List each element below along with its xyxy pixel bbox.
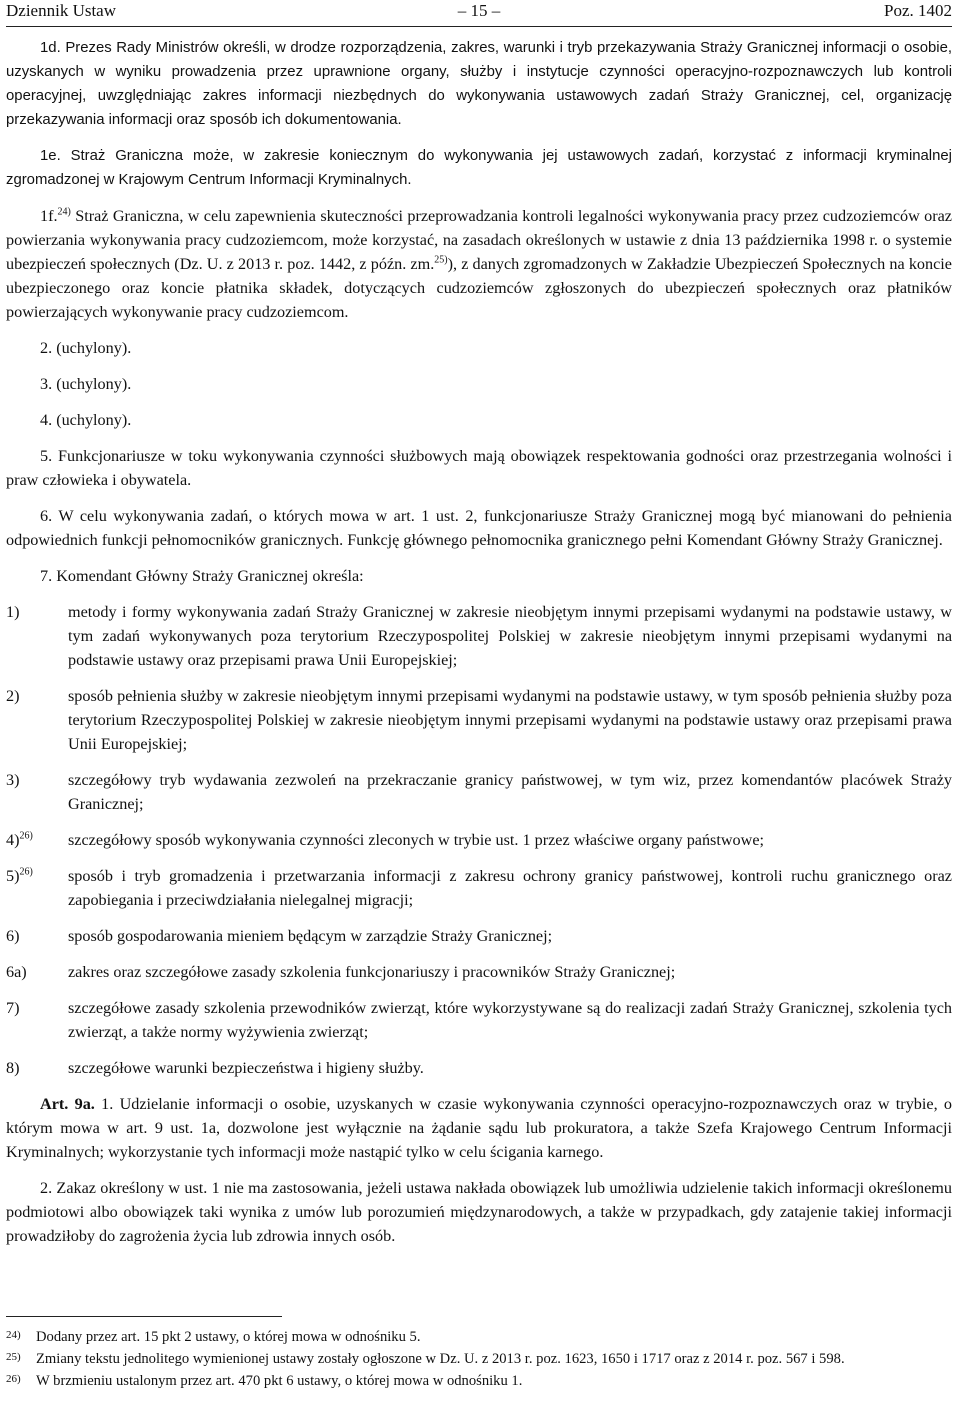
page-header — [6, 0, 952, 27]
footnote-divider — [6, 1316, 282, 1317]
enumerated-list — [6, 600, 952, 1080]
paragraph-1f — [6, 204, 952, 324]
list-item-number: 5)$^{26)}$ — [6, 866, 33, 885]
footnote-26 — [6, 1371, 952, 1391]
list-item — [6, 924, 952, 948]
list-item-number: 6a) — [6, 963, 27, 981]
footnote-text: W brzmieniu ustalonym przez art. 470 pkt 6 ustawy, o której mowa w odnośniku 1. — [36, 1373, 523, 1389]
footnote-24 — [6, 1327, 952, 1347]
paragraph-3: 3. (uchylony). — [40, 375, 132, 393]
list-item-number: 2) — [6, 687, 20, 705]
paragraph-4: 4. (uchylony). — [40, 411, 132, 429]
list-item — [6, 828, 952, 852]
journal-title: Dziennik Ustaw — [6, 1, 117, 20]
footnote-number: 26) — [6, 1373, 21, 1385]
paragraph-7: 7. Komendant Główny Straży Granicznej określa: — [40, 567, 364, 585]
paragraph-1e: 1e. Straż Graniczna może, w zakresie koniecznym do wykonywania jej ustawowych zadań, korzystać z informacji kryminalnej zgromadzonej w Krajowym Centrum Informacji Kryminalnych. — [6, 148, 952, 188]
position-number: Poz. 1402 — [884, 1, 952, 20]
paragraph-1f-label: 1f. — [40, 207, 58, 225]
list-item-text: szczegółowe zasady szkolenia przewodników zwierząt, które wykorzystywane są do realizacji zadań Straży Granicznej, szkolenia tych zwierząt, a także normy wyżywienia zwierząt; — [68, 999, 952, 1041]
footnote-text: Dodany przez art. 15 pkt 2 ustawy, o której mowa w odnośniku 5. — [36, 1329, 421, 1345]
footnote-number: 25) — [6, 1351, 21, 1363]
paragraph-2: 2. (uchylony). — [40, 339, 132, 357]
list-item — [6, 600, 952, 672]
footnote-ref-25: 25) — [434, 254, 448, 266]
article-9a-text-1: 1. Udzielanie informacji o osobie, uzyskanych w czasie wykonywania czynności operacyjno-rozpoznawczych oraz w trybie, o którym mowa w art. 9 ust. 1a, dozwolone jest wyłącznie na żądanie sądu lub prokuratora, a także Szefa Krajowego Centrum Informacji Kryminalnych; wykorzystanie tych informacji może nastąpić tylko w celu ścigania karnego. — [6, 1095, 953, 1161]
list-item — [6, 684, 952, 756]
footnote-ref-24: 24) — [57, 206, 71, 218]
list-item-text: zakres oraz szczegółowe zasady szkolenia funkcjonariuszy i pracowników Straży Granicznej; — [68, 963, 676, 981]
list-item-text: szczegółowe warunki bezpieczeństwa i higieny służby. — [68, 1059, 424, 1077]
list-item-number: 1) — [6, 603, 20, 621]
list-item-text: sposób pełnienia służby w zakresie nieobjętym innymi przepisami wydanymi na podstawie ustawy, w tym sposób pełnienia służby poza terytorium Rzeczypospolitej Polskiej w zakresie nieobjętym innymi przepisami wydanymi na podstawie ustawy oraz przepisami prawa Unii Europejskiej; — [68, 687, 952, 753]
list-item-number: 3) — [6, 771, 20, 789]
paragraph-1f-text-b: ), z danych zgromadzonych w Zakładzie Ubezpieczeń Społecznych na koncie ubezpieczonego oraz koncie płatnika składek, dotyczących cudzoziemców zgłoszonych do ubezpieczeń społecznych oraz płatników powierzających wykonywanie pracy cudzoziemcom. — [6, 255, 952, 321]
list-item-text: szczegółowy sposób wykonywania czynności zleconych w trybie ust. 1 przez właściwe organy państwowe; — [68, 831, 765, 849]
list-item — [6, 768, 952, 816]
footnote-text: Zmiany tekstu jednolitego wymienionej ustawy zostały ogłoszone w Dz. U. z 2013 r. poz. 1623, 1650 i 1717 oraz z 2014 r. poz. 567 i 598. — [36, 1351, 845, 1367]
footnotes — [6, 1316, 952, 1393]
list-item-number: 7) — [6, 999, 20, 1017]
paragraph-1f-text-a: Straż Graniczna, w celu zapewnienia skuteczności przeprowadzania kontroli legalności wykonywania pracy przez cudzoziemców oraz powierzania wykonywania pracy cudzoziemcom, może korzystać, na zasadach określonych w ustawie z dnia 13 października 1998 r. o systemie ubezpieczeń społecznych (Dz. U. z 2013 r. poz. 1442, z późn. zm. — [6, 207, 952, 273]
list-item — [6, 864, 952, 912]
list-item — [6, 1056, 952, 1080]
list-item-text: sposób i tryb gromadzenia i przetwarzania informacji z zakresu ochrony granicy państwowej, kontroli ruchu granicznego oraz zapobiegania i przeciwdziałania nielegalnej migracji; — [68, 867, 952, 909]
paragraph-5: 5. Funkcjonariusze w toku wykonywania czynności służbowych mają obowiązek respektowania godności oraz przestrzegania wolności i praw człowieka i obywatela. — [6, 447, 952, 489]
list-item-text: szczegółowy tryb wydawania zezwoleń na przekraczanie granicy państwowej, w tym wiz, przez komendantów placówek Straży Granicznej; — [68, 771, 952, 813]
document-body — [6, 36, 952, 1260]
list-item-number: 6) — [6, 927, 20, 945]
article-9a-paragraph-2: 2. Zakaz określony w ust. 1 nie ma zastosowania, jeżeli ustawa nakłada obowiązek lub umożliwia udzielenie takich informacji określonemu podmiotowi albo obowiązek taki wynika z umów lub porozumień międzynarodowych, a także w przypadkach, gdy zatajenie takiej informacji prowadziłoby do zagrożenia życia lub zdrowia innych osób. — [6, 1179, 952, 1245]
paragraph-6: 6. W celu wykonywania zadań, o których mowa w art. 1 ust. 2, funkcjonariusze Straży Granicznej mogą być mianowani do pełnienia odpowiednich funkcji pełnomocników granicznych. Funkcję głównego pełnomocnika granicznego pełni Komendant Główny Straży Granicznej. — [6, 507, 952, 549]
list-item-text: sposób gospodarowania mieniem będącym w zarządzie Straży Granicznej; — [68, 927, 553, 945]
page-number: – 15 – — [457, 1, 501, 20]
article-9a-label: Art. 9a. — [40, 1095, 95, 1113]
list-item-number: 8) — [6, 1059, 20, 1077]
paragraph-1d: 1d. Prezes Rady Ministrów określi, w drodze rozporządzenia, zakres, warunki i tryb przekazywania Straży Granicznej informacji o osobie, uzyskanych w wyniku prowadzenia przez uprawnione organy, służby i instytucje czynności operacyjno-rozpoznawczych lub kontroli operacyjnej, uwzględniając zakres informacji niezbędnych do wykonywania ustawowych zadań Straży Granicznej, cel, organizację przekazywania informacji oraz sposób ich dokumentowania. — [6, 40, 952, 128]
article-9a-paragraph-1 — [6, 1092, 952, 1164]
list-item — [6, 996, 952, 1044]
list-item — [6, 960, 952, 984]
list-item-text: metody i formy wykonywania zadań Straży Granicznej w zakresie nieobjętym innymi przepisami wydanymi na podstawie ustawy, w tym zadań wykonywanych poza terytorium Rzeczypospolitej Polskiej w zakresie nieobjętym innymi przepisami wydanymi na podstawie ustawy oraz przepisami prawa Unii Europejskiej; — [68, 603, 952, 669]
footnote-25 — [6, 1349, 952, 1369]
list-item-number: 4)$^{26)}$ — [6, 830, 33, 849]
footnote-number: 24) — [6, 1329, 21, 1341]
